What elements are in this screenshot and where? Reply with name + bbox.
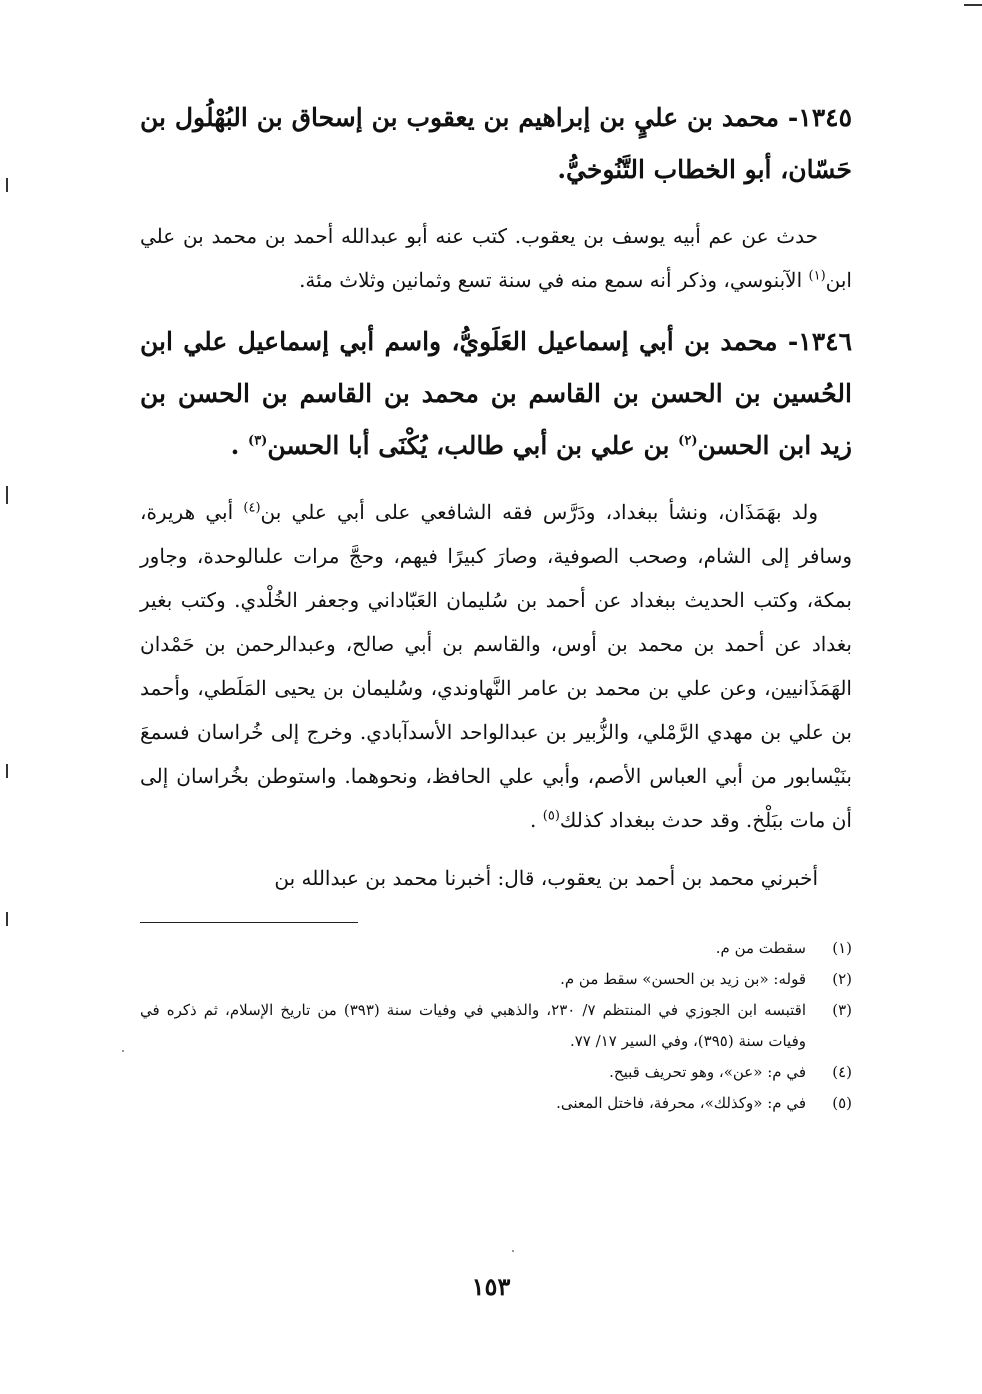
entry-1346-heading (140, 316, 852, 472)
body-text: . (530, 808, 537, 832)
footnote-4 (140, 1057, 852, 1088)
entry-1345-body (140, 214, 852, 302)
scan-speck (512, 1250, 514, 1252)
entry-1345-heading: ١٣٤٥- محمد بن عليٍ بن إبراهيم بن يعقوب بن إسحاق بن البُهْلُول بن حَسّان، أبو الخطاب التَّنُوخيُّ. (140, 103, 852, 184)
footnote-number: (٣) (832, 1001, 852, 1019)
entry-1346-body (140, 490, 852, 842)
footnote-ref-5[interactable]: (٥) (542, 808, 560, 824)
heading-text: بن علي بن أبي طالب، يُكْنَى أبا الحسن (267, 431, 670, 460)
scan-edge-mark (6, 486, 8, 504)
footnote-ref-4[interactable]: (٤) (243, 500, 261, 516)
footnote-number: (٤) (832, 1063, 852, 1081)
body-text: حدث عن عم أبيه يوسف بن يعقوب. كتب عنه أبو عبدالله أحمد بن محمد بن علي ابن (140, 224, 852, 292)
footnote-number: (٥) (832, 1094, 852, 1112)
footnote-text: سقطت من م. (715, 939, 806, 957)
footnote-number: (١) (832, 939, 852, 957)
entry-continuation-body: أخبرني محمد بن أحمد بن يعقوب، قال: أخبرنا محمد بن عبدالله بن (274, 866, 818, 890)
footnote-2 (140, 964, 852, 995)
footnotes-list (140, 933, 852, 1119)
footnote-3 (140, 995, 852, 1057)
scan-edge-mark (6, 764, 8, 778)
footnote-ref-1[interactable]: (١) (808, 268, 826, 284)
book-page (140, 92, 852, 1119)
scan-edge-mark (6, 912, 8, 926)
footnote-5 (140, 1088, 852, 1119)
footnote-ref-3[interactable]: (٣) (248, 433, 268, 449)
footnote-text: قوله: «بن زيد بن الحسن» سقط من م. (560, 970, 806, 988)
heading-text: ١٣٤٦- محمد بن أبي إسماعيل العَلَويُّ، واسم أبي إسماعيل علي ابن الحُسين بن الحسن بن القاسم بن محمد بن القاسم بن الحسن بن زيد ابن الحسن (140, 327, 852, 460)
footnote-text: في م: «وكذلك»، محرفة، فاختل المعنى. (556, 1094, 806, 1112)
body-text: أبي هريرة، وسافر إلى الشام، وصحب الصوفية، وصارَ كبيرًا فيهم، وحجَّ مرات علىالوحدة، وجاور بمكة، وكتب الحديث ببغداد عن أحمد بن سُليمان العَبّاداني وجعفر الخُلْدي. وكتب بغير بغداد عن أحمد بن محمد بن أوس، والقاسم بن أبي صالح، وعبدالرحمن بن حَمْدان الهَمَذَانيين، وعن علي بن محمد بن عامر النَّهاوندي، وسُليمان بن يحيى المَلَطي، وأحمد بن علي بن مهدي الرَّمْلي، والزُّبير بن عبدالواحد الأسدآبادي. وخرج إلى خُراسان فسمعَ بنَيْسابور من أبي العباس الأصم، وأبي علي الحافظ، ونحوهما. واستوطن بخُراسان إلى أن مات ببَلْخ. وقد حدث ببغداد كذلك (140, 500, 853, 832)
heading-text: . (230, 431, 240, 460)
footnote-ref-2[interactable]: (٢) (678, 433, 698, 449)
footnote-text: اقتبسه ابن الجوزي في المنتظم ٧/ ٢٣٠، والذهبي في وفيات سنة (٣٩٣) من تاريخ الإسلام، ثم ذكره في وفيات سنة (٣٩٥)، وفي السير ١٧/ ٧٧. (140, 1001, 806, 1050)
page-number: ١٥٣ (471, 1272, 511, 1301)
footnote-separator (140, 922, 358, 923)
footnote-number: (٢) (832, 970, 852, 988)
scan-speck (122, 1050, 124, 1052)
body-text: ولد بهَمَذَان، ونشأ ببغداد، ودَرَّس فقه الشافعي على أبي علي بن (260, 500, 818, 524)
scan-corner-mark (964, 4, 982, 6)
footnote-text: في م: «عن»، وهو تحريف قبيح. (609, 1063, 806, 1081)
body-text: الآبنوسي، وذكر أنه سمع منه في سنة تسع وثمانين وثلاث مئة. (299, 268, 803, 292)
footnote-1 (140, 933, 852, 964)
scan-edge-mark (6, 178, 8, 192)
